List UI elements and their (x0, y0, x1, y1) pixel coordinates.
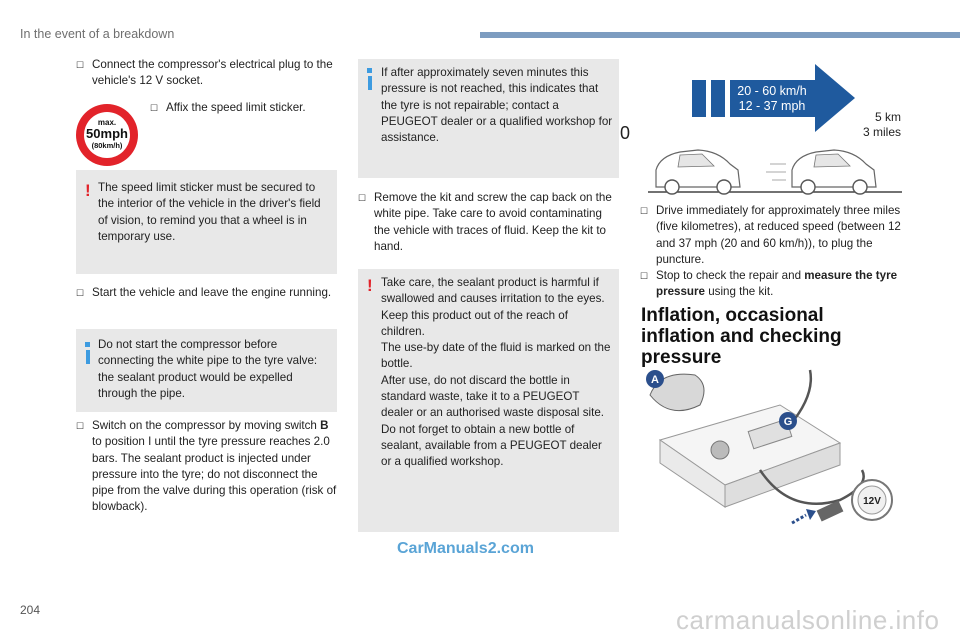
checkbox-bullet-icon: ☐ (76, 421, 85, 431)
label-g: G (783, 416, 793, 428)
info-icon (368, 76, 372, 90)
page-number: 204 (20, 603, 41, 617)
drive-diagram (620, 60, 910, 200)
checkbox-bullet-icon: ☐ (76, 60, 85, 70)
header-bar (480, 32, 960, 38)
speed-mph: 12 - 37 mph (738, 99, 806, 113)
watermark-carmanualsonline: carmanualsonline.info (676, 605, 940, 635)
warning-line: After use, do not discard the bottle in standard waste, take it to a PEUGEOT dealer or an authorised waste disposal site. (381, 373, 604, 420)
checkbox-bullet-icon: ☐ (150, 103, 159, 113)
speed-kmh: 20 - 60 km/h (737, 84, 807, 98)
warning-icon: ! (367, 276, 373, 295)
watermark-carmanuals2: CarManuals2.com (397, 540, 534, 557)
section-title: Inflation, occasional inflation and checking pressure (641, 305, 842, 368)
step-connect-plug (76, 57, 338, 90)
warning-line: The use-by date of the fluid is marked on the bottle. (381, 341, 611, 371)
info-box-compressor (76, 329, 337, 412)
info-box-not-repairable (358, 59, 619, 178)
step-text: Start the vehicle and leave the engine running. (92, 286, 332, 299)
warning-line: Take care, the sealant product is harmful if swallowed and causes irritation to the eyes. (381, 276, 605, 306)
step-affix-sticker (150, 100, 340, 116)
step-measure-pressure (640, 268, 902, 301)
warning-box-sticker (76, 170, 337, 274)
sign-speed: 50mph (86, 126, 128, 141)
step-text-part: using the kit. (704, 285, 774, 299)
distance-zero: 0 (620, 123, 631, 143)
info-icon (86, 350, 90, 364)
step-text: Remove the kit and screw the cap back on the white pipe. Take care to avoid contaminating the vehicle with traces of fluid. Keep the kit to hand. (374, 191, 612, 253)
switch-label: B (320, 419, 329, 432)
info-icon-dot (367, 68, 372, 73)
speed-limit-sign (75, 103, 139, 167)
step-drive (640, 203, 902, 268)
checkbox-bullet-icon: ☐ (76, 288, 85, 298)
step-text (92, 418, 338, 516)
warning-box-sealant (358, 269, 619, 532)
warning-line: Keep this product out of the reach of children. (381, 308, 568, 338)
label-12v: 12V (863, 496, 881, 507)
checkbox-bullet-icon: ☐ (640, 206, 649, 216)
checkbox-bullet-icon: ☐ (358, 193, 367, 203)
step-text: Connect the compressor's electrical plug to the vehicle's 12 V socket. (92, 58, 333, 88)
info-icon-dot (85, 342, 90, 347)
drive-diagram-illustration (620, 60, 910, 200)
compressor-kit-icon (640, 365, 904, 530)
distance-km: 5 km (874, 110, 902, 124)
step-text (656, 268, 902, 301)
warning-icon: ! (85, 181, 91, 200)
step-remove-kit (358, 190, 620, 255)
step-text-part: to position I until the tyre pressure reaches 2.0 bars. The sealant product is injected under pressure into the tyre; do not disconnect the pipe from the valve during this operation (risk of blowback). (92, 435, 337, 514)
distance-miles: 3 miles (862, 125, 902, 139)
info-text: If after approximately seven minutes this pressure is not reached, this indicates that the tyre is not repairable; contact a PEUGEOT dealer or a qualified workshop for assistance. (381, 66, 613, 145)
warning-text (381, 275, 613, 471)
step-start-vehicle (76, 285, 338, 301)
compressor-kit-illustration (640, 365, 904, 530)
label-a: A (651, 374, 659, 386)
step-text-bold: measure the tyre pressure (656, 269, 898, 299)
step-text: Affix the speed limit sticker. (166, 101, 306, 114)
sign-max: max. (97, 118, 117, 127)
checkbox-bullet-icon: ☐ (640, 271, 649, 281)
info-text: Do not start the compressor before connecting the white pipe to the tyre valve: the sealant product would be expelled through the pipe. (98, 338, 318, 400)
step-text: Drive immediately for approximately three miles (five kilometres), at reduced speed (between 12 and 37 mph (20 and 60 km/h)), to plug the puncture. (656, 204, 901, 266)
step-text-part: Switch on the compressor by moving switch (92, 419, 321, 432)
step-text-part: Stop to check the repair and (656, 269, 805, 282)
warning-line: Do not forget to obtain a new bottle of sealant, available from a PEUGEOT dealer or a qualified workshop. (381, 422, 602, 469)
speed-limit-sign-icon (75, 103, 139, 167)
page-header-title: In the event of a breakdown (20, 27, 175, 41)
step-switch-on (76, 418, 338, 516)
warning-text: The speed limit sticker must be secured to the interior of the vehicle in the driver's field of vision, to remind you that a wheel is in temporary use. (98, 181, 321, 243)
sign-kmh: (80km/h) (91, 141, 123, 150)
